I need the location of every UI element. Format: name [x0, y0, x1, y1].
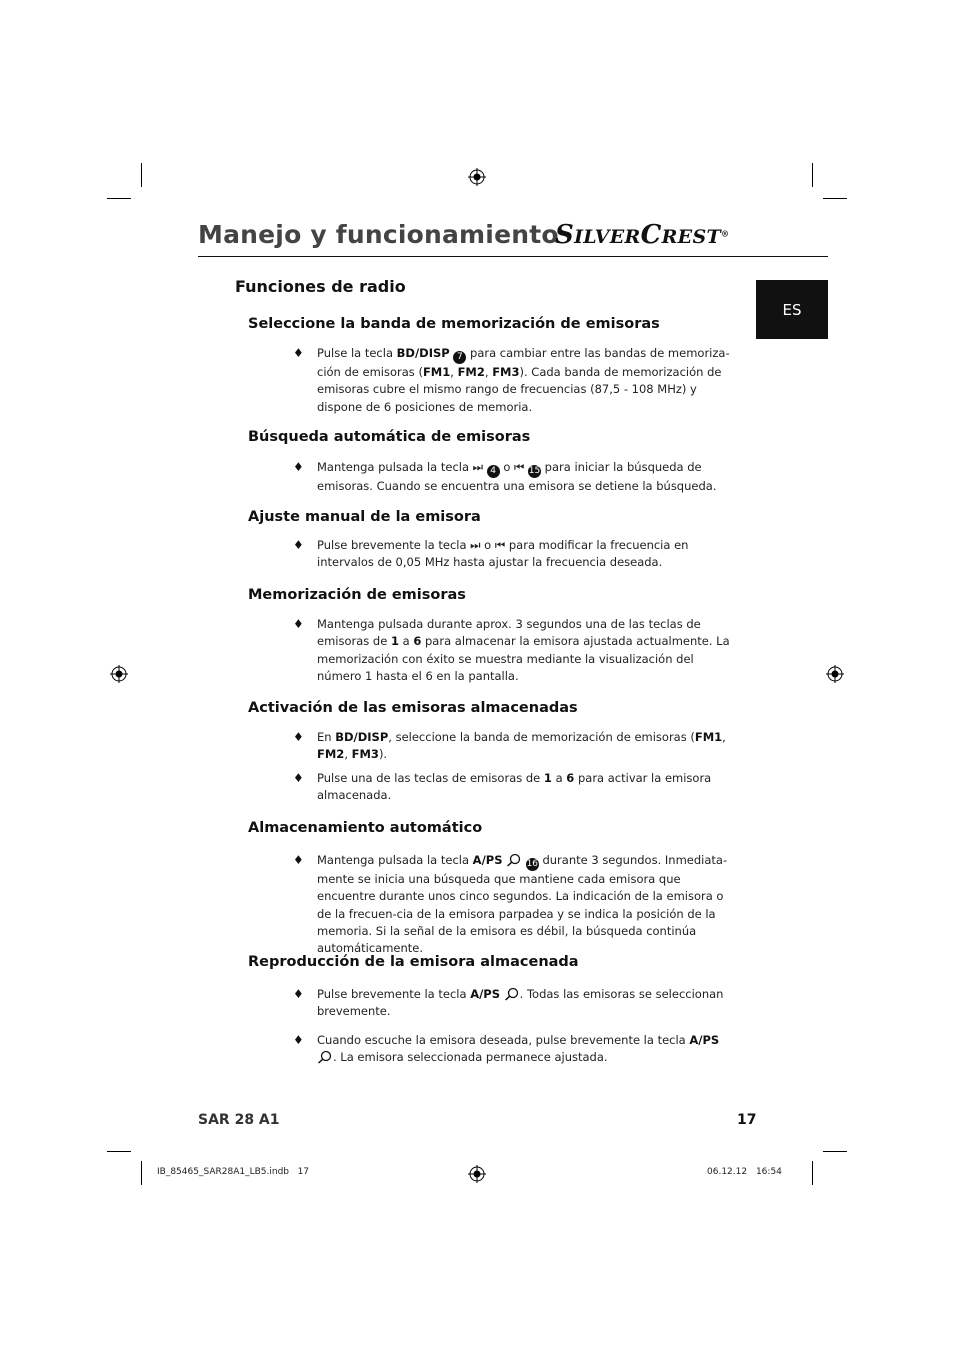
- section-title: Funciones de radio: [235, 277, 406, 296]
- crop-mark: [812, 163, 813, 187]
- bullet-icon: ♦: [293, 346, 304, 360]
- registration-mark-icon: [468, 168, 486, 186]
- callout-number: 15: [528, 466, 541, 476]
- page-number: 17: [737, 1112, 757, 1128]
- bullet-icon: ♦: [293, 987, 304, 1001]
- crop-mark: [141, 1161, 142, 1185]
- bullet-icon: ♦: [293, 460, 304, 474]
- crop-mark: [823, 1151, 847, 1152]
- paragraph: Pulse brevemente la tecla A/PS . Todas las emisoras se seleccionan brevemente.: [317, 987, 724, 1019]
- model-number: SAR 28 A1: [198, 1112, 280, 1128]
- brand-logo: SILVERCREST®: [555, 220, 730, 250]
- search-icon: [317, 1050, 333, 1064]
- callout-number: 16: [526, 859, 539, 869]
- bullet-icon: ♦: [293, 771, 304, 785]
- paragraph: Cuando escuche la emisora deseada, pulse brevemente la tecla A/PS . La emisora seleccionada permanece ajustada.: [317, 1033, 720, 1065]
- crop-mark: [107, 1151, 131, 1152]
- paragraph: Pulse brevemente la tecla ⏭ o ⏮ para modificar la frecuencia en intervalos de 0,05 MHz hasta ajustar la frecuencia deseada.: [317, 538, 689, 570]
- paragraph: En BD/DISP, seleccione la banda de memorización de emisoras (FM1, FM2, FM3).: [317, 730, 726, 762]
- search-icon: [506, 853, 522, 867]
- language-tab: ES: [756, 280, 828, 339]
- callout-number: 4: [487, 465, 500, 478]
- bullet-icon: ♦: [293, 853, 304, 867]
- registration-mark-icon: [468, 1165, 486, 1183]
- callout-number: 7: [453, 351, 466, 364]
- search-icon: [504, 987, 520, 1001]
- crop-mark: [141, 163, 142, 187]
- print-file-info: IB_85465_SAR28A1_LB5.indb 17: [157, 1167, 310, 1177]
- crop-mark: [812, 1161, 813, 1185]
- subsection-heading: Ajuste manual de la emisora: [248, 509, 481, 525]
- bullet-icon: ♦: [293, 730, 304, 744]
- registration-mark-icon: [110, 665, 128, 683]
- subsection-heading: Memorización de emisoras: [248, 587, 466, 603]
- paragraph: Mantenga pulsada durante aprox. 3 segundos una de las teclas de emisoras de 1 a 6 para almacenar la emisora ajustada actualmente. La memorización con éxito se muestra mediante la visualización del número 1 hasta el 6 en la pantalla.: [317, 617, 730, 683]
- paragraph: Pulse una de las teclas de emisoras de 1 a 6 para activar la emisora almacenada.: [317, 771, 712, 803]
- page-title: Manejo y funcionamiento: [198, 220, 559, 249]
- subsection-heading: Almacenamiento automático: [248, 820, 483, 836]
- subsection-heading: Activación de las emisoras almacenadas: [248, 700, 578, 716]
- bullet-icon: ♦: [293, 538, 304, 552]
- paragraph: Pulse la tecla BD/DISP 7 para cambiar entre las bandas de memoriza-ción de emisoras (FM1, FM2, FM3). Cada banda de memorización de emisoras cubre el mismo rango de frecuencias (87,5 - 108 MHz) y dispone de 6 posiciones de memoria.: [317, 346, 730, 414]
- subsection-heading: Seleccione la banda de memorización de emisoras: [248, 316, 660, 332]
- paragraph: Mantenga pulsada la tecla A/PS 16 durante 3 segundos. Inmediata-mente se inicia una búsqueda que mantiene cada emisora que encuentre durante unos cinco segundos. La indicación de la emisora o de la frecuen-cia de la emisora parpadea y se indica la posición de la memoria. Si la señal de la emisora es débil, la búsqueda continúa automáticamente.: [317, 853, 728, 956]
- paragraph: Mantenga pulsada la tecla ⏭ 4 o ⏮ 15 para iniciar la búsqueda de emisoras. Cuando se encuentra una emisora se detiene la búsqueda.: [317, 460, 717, 493]
- registration-mark-icon: [826, 665, 844, 683]
- bullet-icon: ♦: [293, 1033, 304, 1047]
- header-rule: [198, 256, 828, 257]
- subsection-heading: Reproducción de la emisora almacenada: [248, 954, 579, 970]
- crop-mark: [107, 198, 131, 199]
- crop-mark: [823, 198, 847, 199]
- subsection-heading: Búsqueda automática de emisoras: [248, 429, 531, 445]
- print-timestamp: 06.12.12 16:54: [707, 1167, 782, 1177]
- bullet-icon: ♦: [293, 617, 304, 631]
